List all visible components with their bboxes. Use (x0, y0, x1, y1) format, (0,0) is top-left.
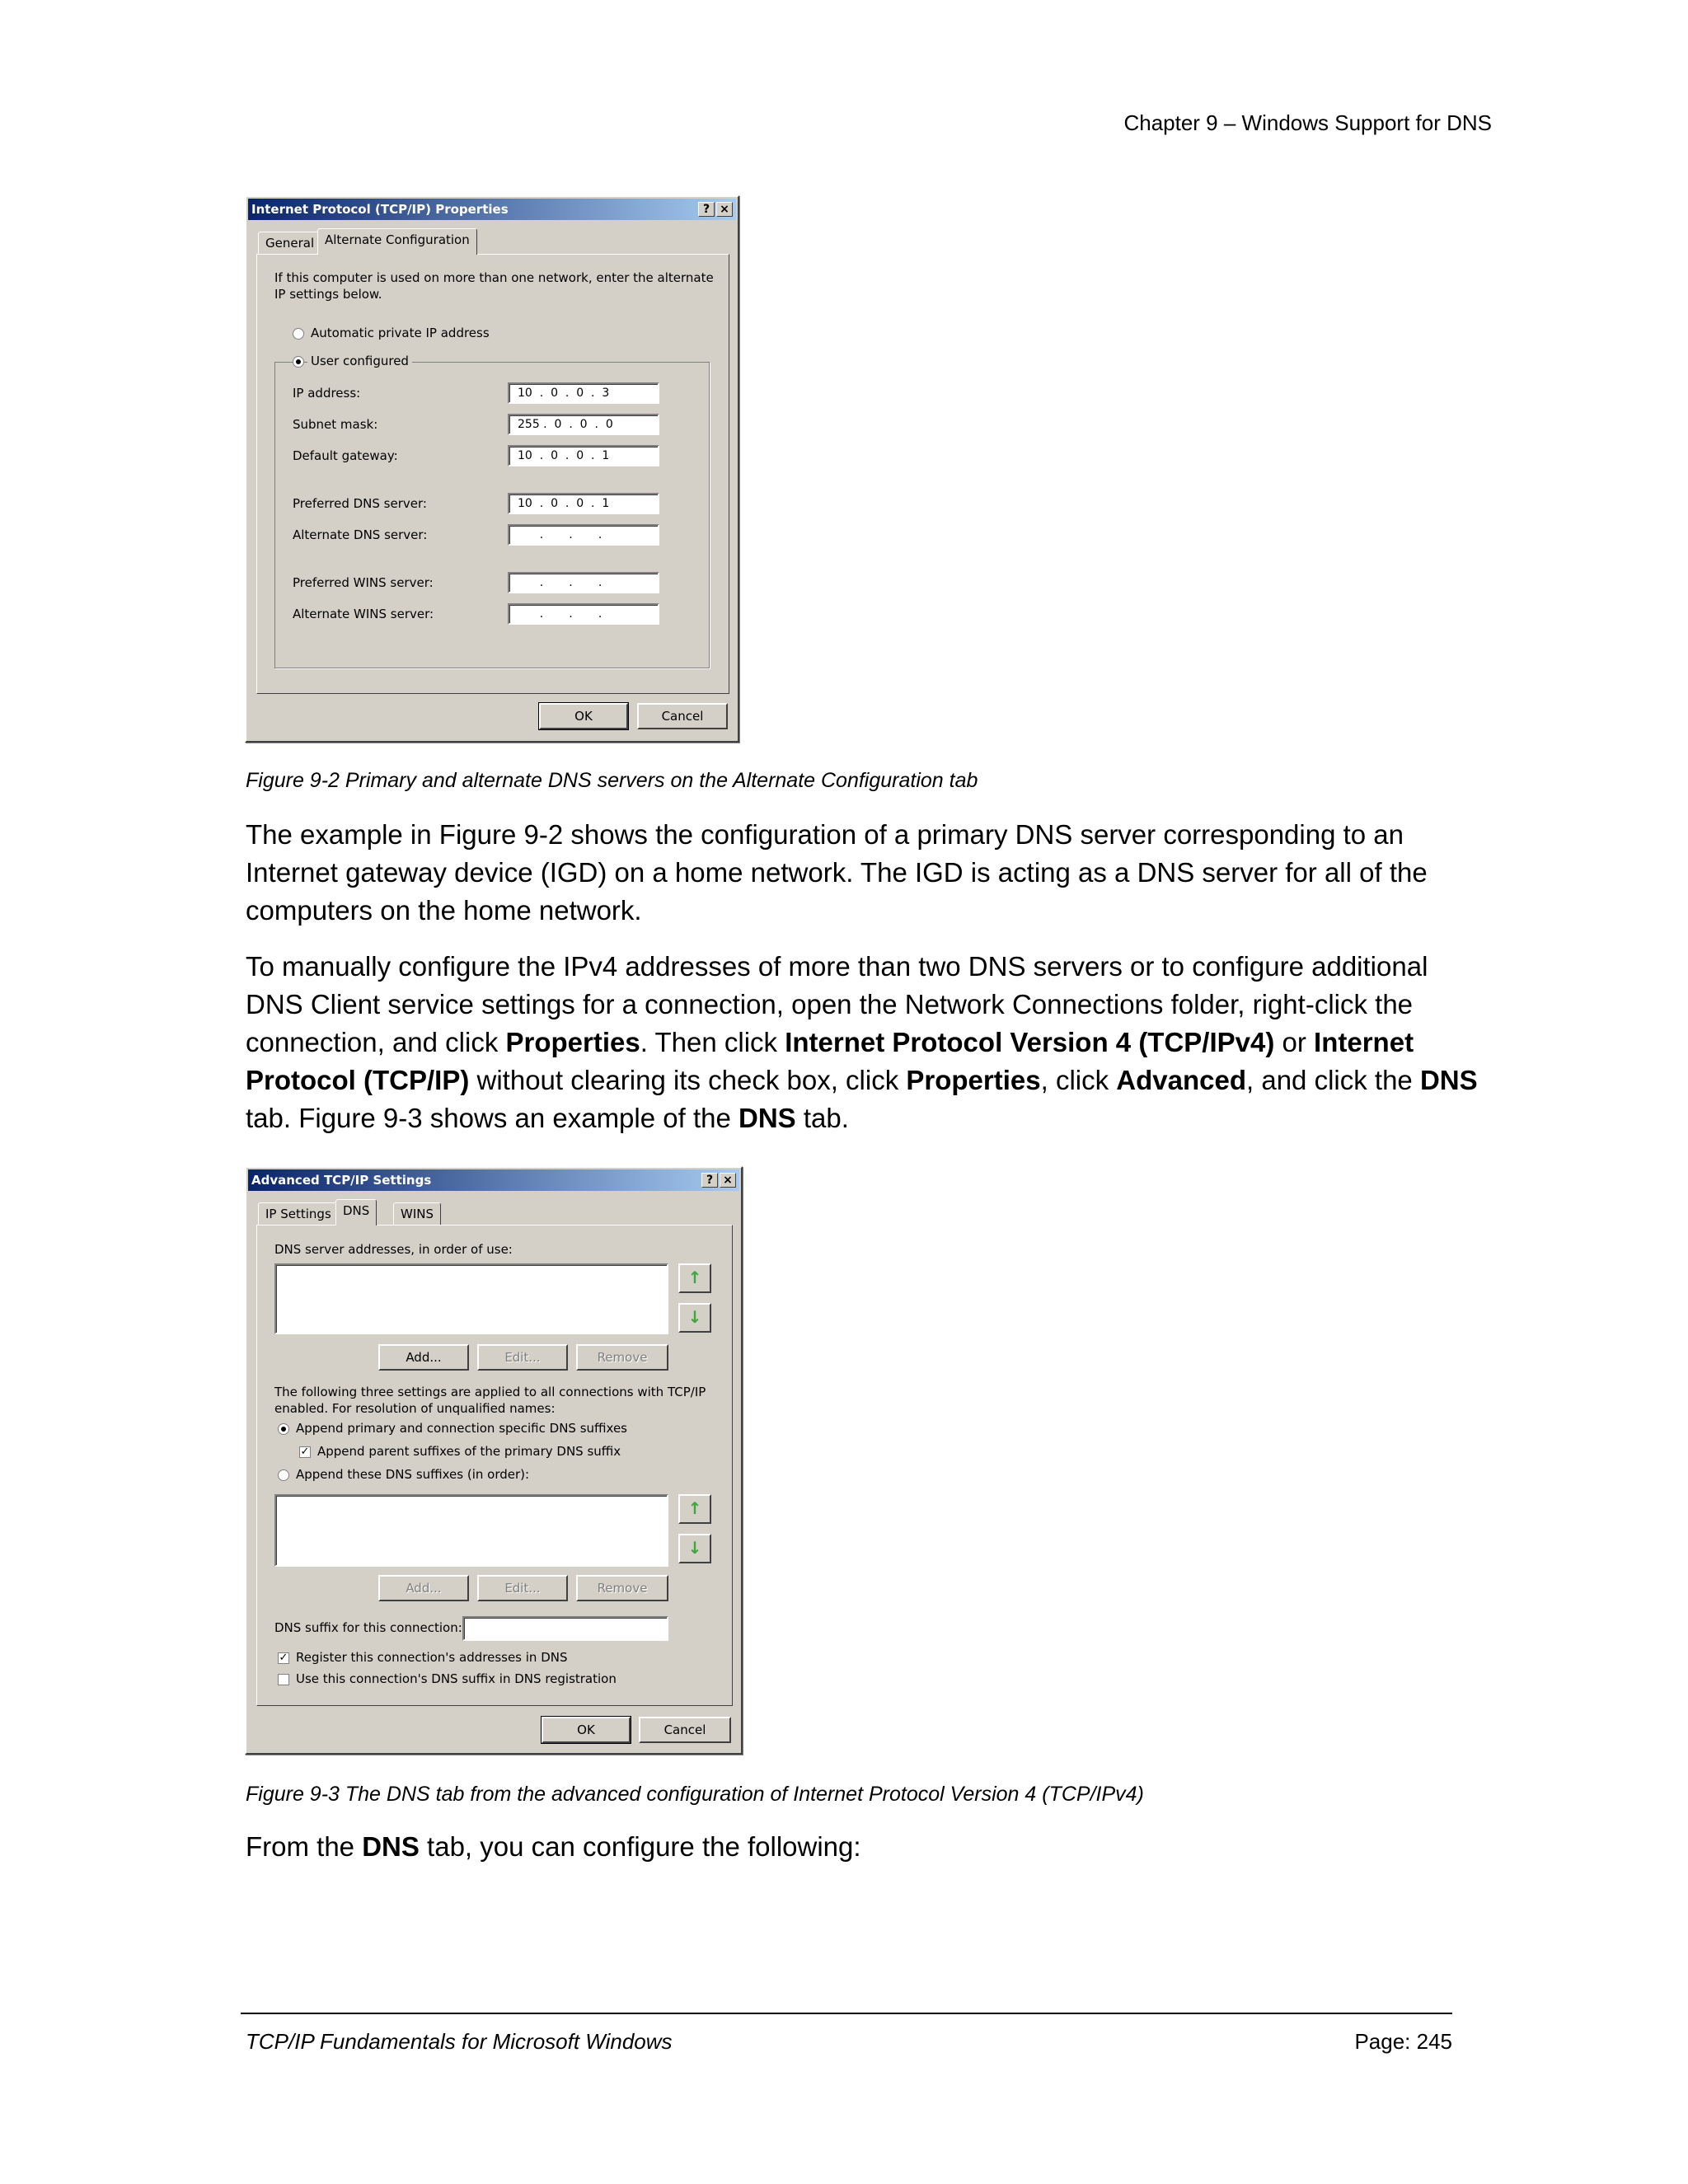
dialog-title: Advanced TCP/IP Settings (251, 1173, 432, 1188)
radio-append-primary[interactable] (278, 1423, 289, 1435)
figure-caption-9-3: Figure 9-3 The DNS tab from the advanced configuration of Internet Protocol Version 4 (TCP/IPv4) (246, 1783, 1144, 1806)
cancel-button[interactable]: Cancel (637, 703, 728, 729)
tab-alternate-configuration[interactable]: Alternate Configuration (317, 228, 477, 255)
dialog-title: Internet Protocol (TCP/IP) Properties (251, 202, 509, 217)
cancel-button[interactable]: Cancel (639, 1717, 731, 1743)
advanced-tcpip-settings-dialog (245, 1166, 743, 1755)
preferred-dns-label: Preferred DNS server: (293, 496, 427, 511)
dns-add-button[interactable]: Add... (378, 1344, 469, 1371)
check-append-parent[interactable]: ✓ (300, 1446, 310, 1458)
preferred-wins-field[interactable]: . . . (508, 572, 659, 593)
alternate-dns-label: Alternate DNS server: (293, 527, 428, 542)
dialog-titlebar (248, 199, 736, 220)
check-use-suffix[interactable] (278, 1674, 289, 1685)
check-register-addresses[interactable]: ✓ (279, 1652, 288, 1664)
check-register-label: Register this connection's addresses in DNS (296, 1650, 568, 1665)
arrow-down-icon: ↓ (687, 1307, 702, 1327)
footer-book-title: TCP/IP Fundamentals for Microsoft Windows (246, 2029, 673, 2054)
ip-address-label: IP address: (293, 386, 361, 401)
default-gateway-field[interactable]: 10 . 0 . 0 . 1 (508, 445, 659, 466)
move-down-button[interactable] (678, 1303, 711, 1333)
subnet-mask-label: Subnet mask: (293, 417, 378, 432)
dns-suffix-list[interactable] (274, 1494, 668, 1567)
ok-button[interactable]: OK (539, 703, 628, 729)
preferred-wins-label: Preferred WINS server: (293, 575, 434, 590)
close-button[interactable]: × (716, 202, 733, 217)
close-button[interactable]: × (720, 1173, 736, 1188)
dns-suffix-input[interactable] (462, 1616, 668, 1641)
alternate-wins-label: Alternate WINS server: (293, 607, 434, 621)
tcpip-properties-dialog (245, 195, 739, 743)
tab-dns[interactable]: DNS (335, 1199, 377, 1226)
check-use-suffix-label: Use this connection's DNS suffix in DNS registration (296, 1671, 617, 1686)
radio-automatic-private-ip[interactable] (293, 328, 304, 340)
help-button[interactable]: ? (698, 202, 715, 217)
check-append-parent-label: Append parent suffixes of the primary DNS suffix (317, 1444, 621, 1459)
move-up-button[interactable] (678, 1263, 711, 1293)
tab-general[interactable]: General (258, 232, 321, 255)
ok-button[interactable]: OK (542, 1717, 631, 1743)
alternate-wins-field[interactable]: . . . (508, 603, 659, 625)
radio-automatic-label: Automatic private IP address (311, 326, 490, 340)
ip-address-field[interactable]: 10 . 0 . 0 . 3 (508, 382, 659, 404)
suffix-move-down-button[interactable] (678, 1534, 711, 1563)
radio-append-primary-label: Append primary and connection specific DNS suffixes (296, 1421, 627, 1436)
dialog-titlebar (248, 1169, 739, 1191)
radio-append-these-label: Append these DNS suffixes (in order): (296, 1467, 530, 1482)
paragraph-3: From the DNS tab, you can configure the following: (246, 1831, 861, 1862)
default-gateway-label: Default gateway: (293, 448, 398, 463)
preferred-dns-field[interactable]: 10 . 0 . 0 . 1 (508, 493, 659, 514)
footer-page-number: Page: 245 (1354, 2029, 1452, 2054)
dns-suffix-label: DNS suffix for this connection: (274, 1620, 462, 1635)
tab-wins[interactable]: WINS (393, 1202, 441, 1226)
tab-ip-settings[interactable]: IP Settings (258, 1202, 339, 1226)
figure-caption-9-2: Figure 9-2 Primary and alternate DNS servers on the Alternate Configuration tab (246, 769, 978, 792)
suffix-move-up-button[interactable] (678, 1494, 711, 1524)
suffix-info-text: The following three settings are applied to all connections with TCP/IP enabled. For resolution of unqualified names: (274, 1385, 706, 1416)
radio-user-configured-label: User configured (307, 354, 412, 368)
footer-rule (241, 2013, 1452, 2014)
intro-text: If this computer is used on more than one network, enter the alternate IP settings below. (274, 270, 714, 302)
suffix-remove-button[interactable]: Remove (576, 1575, 668, 1601)
arrow-up-icon: ↑ (687, 1268, 702, 1287)
suffix-add-button[interactable]: Add... (378, 1575, 469, 1601)
subnet-mask-field[interactable]: 255 . 0 . 0 . 0 (508, 414, 659, 435)
dns-server-list[interactable] (274, 1263, 668, 1334)
arrow-down-icon: ↓ (687, 1538, 702, 1558)
arrow-up-icon: ↑ (687, 1498, 702, 1518)
radio-append-these[interactable] (278, 1469, 289, 1481)
running-header: Chapter 9 – Windows Support for DNS (1123, 110, 1492, 135)
help-button[interactable]: ? (701, 1173, 718, 1188)
paragraph-2: To manually configure the IPv4 addresses of more than two DNS servers or to configure additional DNS Client service settings for a connection, open the Network Connections folder, right-click the connection, and click Properties. Then click Internet Protocol Version 4 (TCP/IPv4) or Internet Protocol (TCP/IP) without clearing its check box, click Properties, click Advanced, and click the DNS tab. Figure 9-3 shows an example of the DNS tab. (246, 951, 1478, 1133)
radio-user-configured[interactable] (293, 356, 304, 368)
suffix-edit-button[interactable]: Edit... (477, 1575, 568, 1601)
alternate-dns-field[interactable]: . . . (508, 524, 659, 546)
paragraph-1: The example in Figure 9-2 shows the configuration of a primary DNS server corresponding to an Internet gateway device (IGD) on a home network. The IGD is acting as a DNS server for all of the computers on the home network. (246, 819, 1428, 926)
dns-edit-button[interactable]: Edit... (477, 1344, 568, 1371)
dns-list-label: DNS server addresses, in order of use: (274, 1242, 513, 1257)
dns-remove-button[interactable]: Remove (576, 1344, 668, 1371)
